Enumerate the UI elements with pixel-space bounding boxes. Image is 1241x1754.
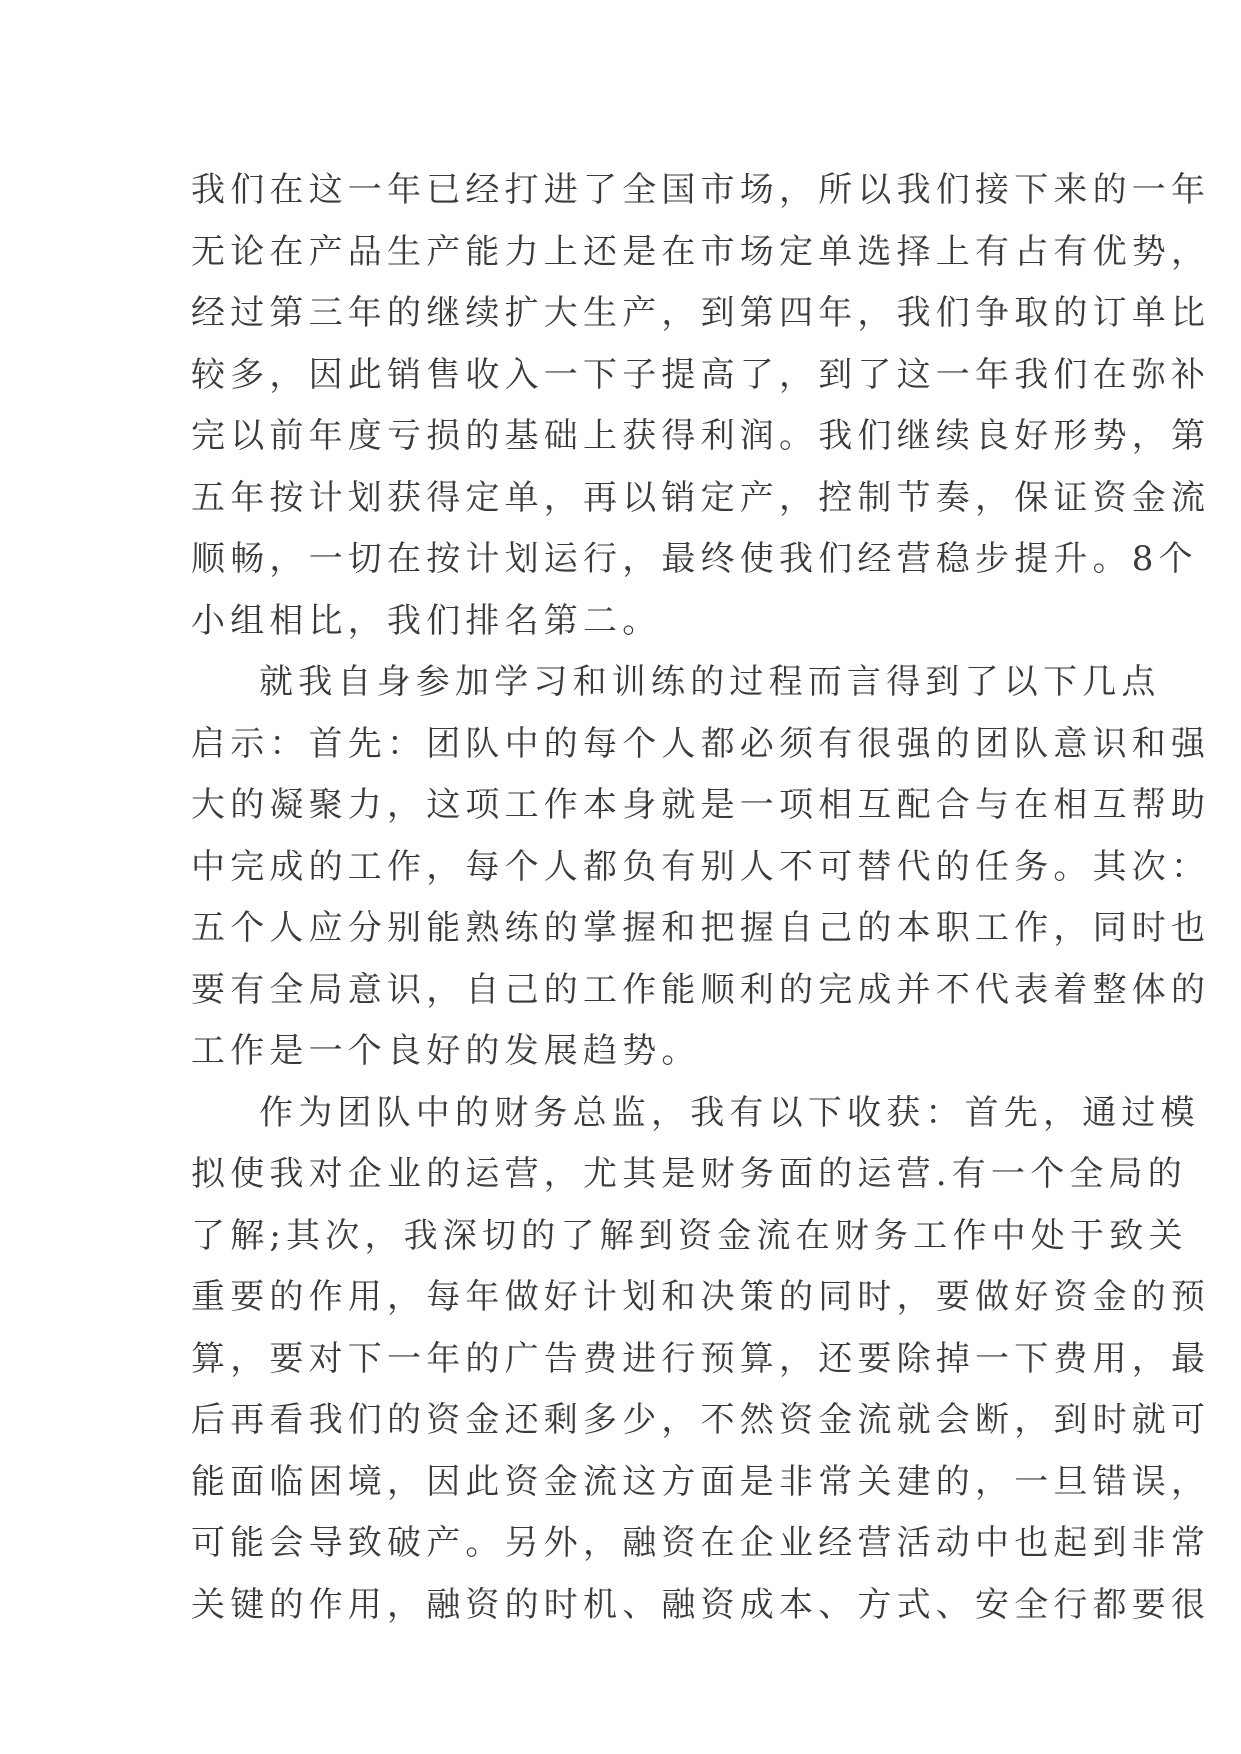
text-line: 后再看我们的资金还剩多少，不然资金流就会断，到时就可 [191, 1400, 1211, 1440]
paragraph-1 [191, 160, 1211, 652]
text-line: 启示：首先：团队中的每个人都必须有很强的团队意识和强 [191, 723, 1211, 764]
text-line: 拟使我对企业的运营，尤其是财务面的运营.有一个全局的 [191, 1154, 1188, 1194]
text-line: 小组相比，我们排名第二。 [191, 600, 662, 641]
text-line: 就我自身参加学习和训练的过程而言得到了以下几点 [259, 662, 1161, 702]
text-line: 中完成的工作，每个人都负有别人不可替代的任务。其次： [191, 846, 1211, 887]
text-line: 无论在产品生产能力上还是在市场定单选择上有占有优势， [191, 231, 1211, 272]
text-line: 可能会导致破产。另外，融资在企业经营活动中也起到非常 [191, 1523, 1211, 1563]
text-line: 经过第三年的继续扩大生产，到第四年，我们争取的订单比 [191, 293, 1211, 333]
text-line: 工作是一个良好的发展趋势。 [191, 1031, 701, 1071]
text-line: 要有全局意识，自己的工作能顺利的完成并不代表着整体的 [191, 969, 1211, 1010]
paragraph-3 [191, 1083, 1211, 1637]
text-line: 五年按计划获得定单，再以销定产，控制节奏，保证资金流 [191, 477, 1211, 518]
text-line: 五个人应分别能熟练的掌握和把握自己的本职工作，同时也 [191, 908, 1211, 948]
text-line: 重要的作用，每年做好计划和决策的同时，要做好资金的预 [191, 1277, 1211, 1317]
text-line: 能面临困境，因此资金流这方面是非常关建的，一旦错误， [191, 1461, 1211, 1502]
text-line: 关键的作用，融资的时机、融资成本、方式、安全行都要很 [191, 1584, 1211, 1625]
paragraph-2 [191, 652, 1211, 1083]
text-line: 完以前年度亏损的基础上获得利润。我们继续良好形势，第 [191, 416, 1211, 456]
document-body [191, 160, 1211, 1636]
text-line: 了解;其次，我深切的了解到资金流在财务工作中处于致关 [191, 1215, 1188, 1256]
text-line: 大的凝聚力，这项工作本身就是一项相互配合与在相互帮助 [191, 785, 1211, 825]
text-line: 算，要对下一年的广告费进行预算，还要除掉一下费用，最 [191, 1338, 1211, 1379]
text-line: 顺畅，一切在按计划运行，最终使我们经营稳步提升。8个 [191, 539, 1198, 579]
text-line: 我们在这一年已经打进了全国市场，所以我们接下来的一年 [191, 170, 1211, 210]
text-line: 较多，因此销售收入一下子提高了，到了这一年我们在弥补 [191, 354, 1211, 395]
text-line: 作为团队中的财务总监，我有以下收获：首先，通过模 [259, 1092, 1200, 1133]
